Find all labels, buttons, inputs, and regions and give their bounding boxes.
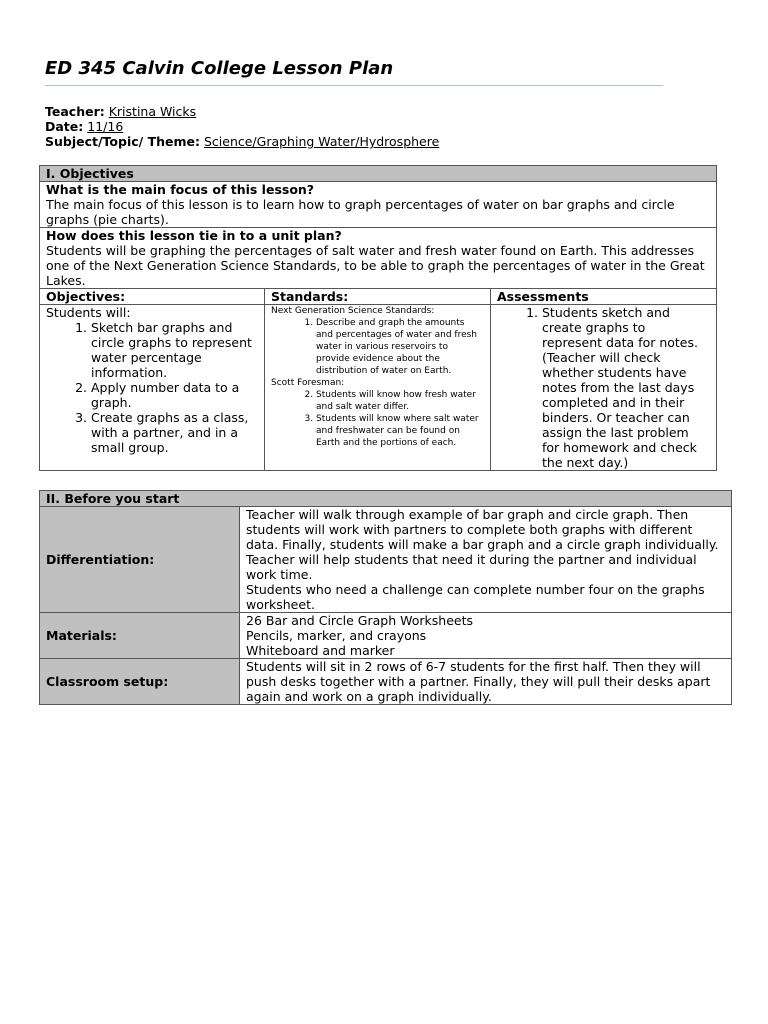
teacher-row: [45, 104, 439, 119]
classroom-setup-label: Classroom setup:: [40, 659, 240, 705]
objectives-table: [39, 165, 717, 471]
materials-label: Materials:: [40, 613, 240, 659]
objectives-column-header: Objectives:: [40, 289, 265, 305]
assessments-column-header: Assessments: [491, 289, 717, 305]
date-label: Date:: [45, 119, 84, 134]
standards-column-header: Standards:: [265, 289, 491, 305]
materials-cell: [240, 613, 732, 659]
main-focus-question: What is the main focus of this lesson?: [46, 182, 315, 197]
scott-foresman-label: Scott Foresman:: [271, 378, 345, 388]
date-value: 11/16: [87, 119, 124, 134]
teacher-value: Kristina Wicks: [108, 104, 197, 119]
objectives-cell: [40, 305, 265, 471]
list-item: 3. Create graphs as a class, with a partner, and in a small group.: [91, 410, 258, 455]
assessments-cell: [491, 305, 717, 471]
materials-item: 26 Bar and Circle Graph Worksheets: [246, 613, 473, 628]
title-rule: [45, 85, 663, 86]
subject-label: Subject/Topic/ Theme:: [45, 134, 200, 149]
list-item: 3. Students will know where salt water and freshwater can be found on Earth and the portions of each.: [316, 413, 484, 449]
list-item: 2. Students will know how fresh water and salt water differ.: [316, 389, 484, 413]
subject-row: [45, 134, 439, 149]
unit-plan-answer: Students will be graphing the percentages of salt water and fresh water found on Earth. This addresses one of the Next Generation Science Standards, to be able to graph the percentages of water in the Great Lakes.: [46, 243, 705, 288]
list-item: 1. Sketch bar graphs and circle graphs to represent water percentage information.: [91, 320, 258, 380]
differentiation-cell: [240, 507, 732, 613]
differentiation-challenge: Students who need a challenge can complete number four on the graphs worksheet.: [246, 582, 705, 612]
before-you-start-table: [39, 490, 732, 705]
list-item: 2. Apply number data to a graph.: [91, 380, 258, 410]
main-focus-answer: The main focus of this lesson is to learn how to graph percentages of water on bar graphs and circle graphs (pie charts).: [46, 197, 675, 227]
objectives-list: [46, 320, 258, 455]
standards-cell: [265, 305, 491, 471]
list-item: 1. Describe and graph the amounts and percentages of water and fresh water in various reservoirs to provide evidence about the distribution of water on Earth.: [316, 317, 484, 377]
ngss-list: [271, 317, 484, 377]
scott-foresman-list: [271, 389, 484, 449]
date-row: [45, 119, 439, 134]
page-title: ED 345 Calvin College Lesson Plan: [45, 58, 394, 79]
unit-plan-question: How does this lesson tie in to a unit plan?: [46, 228, 342, 243]
materials-item: Pencils, marker, and crayons: [246, 628, 427, 643]
objectives-header: I. Objectives: [40, 166, 717, 182]
teacher-label: Teacher:: [45, 104, 105, 119]
ngss-label: Next Generation Science Standards:: [271, 306, 435, 316]
differentiation-text: Teacher will walk through example of bar graph and circle graph. Then students will work with partners to complete both graphs with different data. Finally, students will make a bar graph and a circle graph individually. Teacher will help students that need it during the partner and individual work time.: [246, 507, 719, 582]
subject-value: Science/Graphing Water/Hydrosphere: [203, 134, 440, 149]
assessments-list: [497, 305, 710, 470]
classroom-setup-cell: [240, 659, 732, 705]
before-header: II. Before you start: [40, 491, 732, 507]
materials-item: Whiteboard and marker: [246, 643, 395, 658]
classroom-setup-text: Students will sit in 2 rows of 6-7 students for the first half. Then they will push desks together with a partner. Finally, they will pull their desks apart again and work on a graph individually.: [246, 659, 711, 704]
unit-plan-cell: [40, 228, 717, 289]
lesson-meta: [45, 104, 439, 149]
list-item: 1. Students sketch and create graphs to represent data for notes. (Teacher will check whether students have notes from the last days completed and in their binders. Or teacher can assign the last problem for homework and check the next day.): [542, 305, 702, 470]
differentiation-label: Differentiation:: [40, 507, 240, 613]
main-focus-cell: [40, 182, 717, 228]
objectives-intro: Students will:: [46, 305, 131, 320]
